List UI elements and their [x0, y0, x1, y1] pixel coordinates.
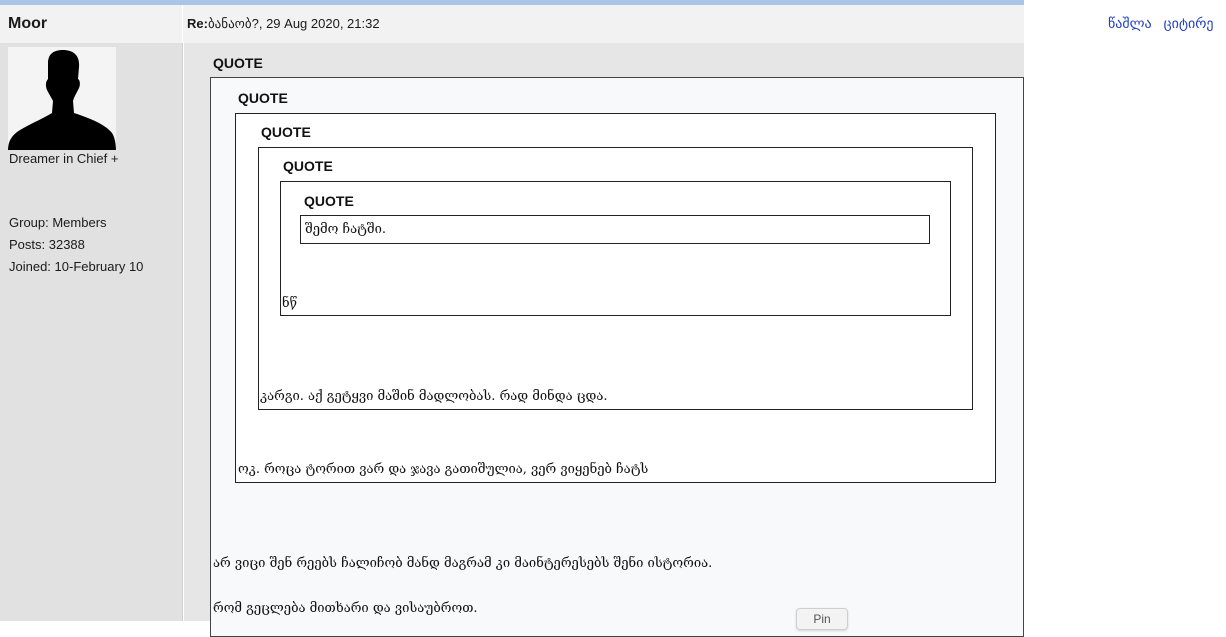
- post-title: [187, 16, 380, 32]
- delete-link[interactable]: წაშლა: [1108, 16, 1152, 32]
- quote-5-text: შემო ჩატში.: [305, 222, 386, 237]
- author-name[interactable]: Moor: [8, 15, 48, 32]
- post-title-prefix: Re:: [187, 16, 208, 31]
- member-joined: Joined: 10-February 10: [9, 259, 144, 274]
- member-rank: Dreamer in Chief +: [9, 151, 119, 166]
- author-sidebar: [0, 43, 183, 621]
- post-title-bar: [183, 5, 1214, 43]
- member-posts: Posts: 32388: [9, 237, 85, 252]
- quote-link[interactable]: ციტირე: [1163, 16, 1214, 32]
- quote-label-4: QUOTE: [283, 158, 333, 174]
- post-header: [0, 5, 1214, 43]
- post-text-line-1: არ ვიცი შენ რეებს ჩალიჩობ მანდ მაგრამ კი მაინტერესებს შენი ისტორია.: [213, 556, 713, 571]
- quote-4-text: ნწ: [282, 296, 298, 311]
- quote-block-5: [300, 215, 930, 244]
- partial-button[interactable]: Pin: [796, 608, 848, 630]
- author-header: [0, 5, 183, 43]
- avatar-silhouette-icon: [8, 47, 116, 150]
- quote-label-3: QUOTE: [261, 124, 311, 140]
- quote-label-outer: QUOTE: [213, 55, 263, 71]
- quote-3-text: კარგი. აქ გეტყვი მაშინ მადლობას. რად მინდა ცდა.: [260, 389, 608, 404]
- quote-block-4: [280, 181, 951, 316]
- post-text-line-2: რომ გეცლება მითხარი და ვისაუბროთ.: [213, 601, 478, 616]
- avatar[interactable]: [8, 47, 116, 150]
- quote-label-2: QUOTE: [238, 90, 288, 106]
- member-group: Group: Members: [9, 215, 107, 230]
- post-title-text: ბანაობ?, 29 Aug 2020, 21:32: [207, 16, 380, 31]
- post-actions: [1108, 5, 1226, 43]
- quote-label-5: QUOTE: [304, 193, 354, 209]
- quote-2-text: ოკ. როცა ტორით ვარ და ჯავა გათიშულია, ვერ ვიყენებ ჩატს: [238, 462, 649, 477]
